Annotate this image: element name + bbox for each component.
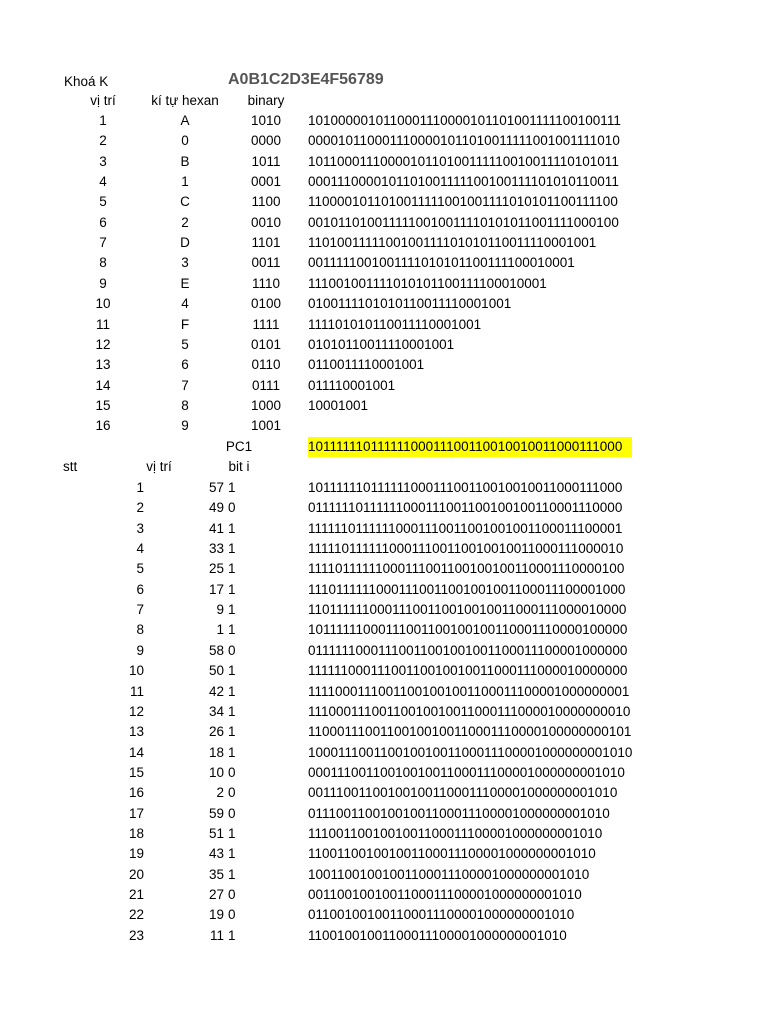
pc1-row-position: 10 [208,764,224,780]
key-row-binary: 1011 [251,153,281,169]
key-row-shifted-binary: 1011000111000010110100111110010011110101011 [308,153,619,169]
key-row-shifted-binary: 0110011110001001 [308,357,425,373]
key-row-hex-char: A [180,113,190,128]
key-row-binary: 1010 [250,113,282,128]
pc1-row-stt: 12 [128,703,144,719]
pc1-row-position: 34 [208,703,224,719]
pc1-row-position: 2 [216,785,224,801]
key-row-hex-char: 4 [181,296,189,312]
pc1-row-position: 27 [208,887,224,902]
pc1-row-value: 0001110011001001001100011100001000000001010 [308,764,625,780]
pc1-row-bit: 1 [228,866,236,882]
key-row-position: 15 [95,397,111,413]
column-header-stt: stt [63,459,78,474]
key-row-position: 5 [99,194,107,210]
key-row-shifted-binary: 011110001001 [308,377,396,393]
pc1-row-stt: 17 [128,805,144,821]
pc1-row-bit: 1 [228,622,236,638]
column-header-position: vị trí [90,93,116,108]
pc1-row-stt: 1 [136,480,144,495]
pc1-row-bit: 1 [228,846,236,862]
key-row-binary: 1001 [250,418,282,434]
pc1-row-bit: 1 [228,927,236,943]
pc1-row-bit: 0 [228,805,236,821]
pc1-row-value: 11111011111100011100110010010011000111000010 [308,541,624,557]
pc1-row-value: 11110111111000111001100100100110001110000100 [308,561,625,577]
key-row-binary: 0001 [250,174,282,190]
key-row-hex-char: E [180,275,190,291]
pc1-row-value: 01111110111111000111001100100100110001110000 [308,500,623,516]
pc1-row-bit: 1 [228,663,236,679]
pc1-row-position: 57 [208,480,224,495]
key-row-position: 7 [99,235,107,251]
key-row-hex-char: 7 [181,377,189,393]
pc1-row-stt: 15 [128,764,144,780]
pc1-label: PC1 [225,439,253,454]
key-value: A0B1C2D3E4F56789 [228,71,384,88]
pc1-row-position: 49 [208,500,224,516]
pc1-row-position: 17 [208,581,224,597]
key-row-position: 4 [99,174,107,190]
pc1-row-stt: 3 [136,520,144,536]
pc1-row-value: 011001001001100011100001000000001010 [308,907,575,923]
key-row-shifted-binary: 0100111101010110011110001001 [308,296,512,312]
pc1-row-position: 41 [208,520,224,536]
pc1-row-stt: 9 [136,642,144,658]
key-row-binary: 1111 [252,316,280,332]
pc1-row-bit: 1 [228,703,236,719]
key-row-shifted-binary: 0011111001001111010101100111100010001 [308,255,575,271]
key-row-hex-char: B [180,153,190,169]
key-row-shifted-binary: 1100001011010011111001001111010101100111100 [308,194,618,210]
key-row-binary: 0100 [250,296,282,312]
pc1-value: 10111111011111100011100110010010011000111000 [308,437,632,457]
key-row-position: 9 [99,275,107,291]
pc1-row-position: 26 [208,724,224,740]
key-row-position: 8 [99,255,107,271]
pc1-row-bit: 1 [228,581,236,597]
key-row-position: 10 [95,296,111,312]
pc1-row-position: 25 [208,561,224,577]
key-row-binary: 0000 [250,133,282,149]
pc1-row-stt: 19 [128,846,144,862]
key-row-binary: 1100 [251,194,281,210]
pc1-row-value: 1110011001001001100011100001000000001010 [308,825,603,841]
pc1-row-value: 01110011001001001100011100001000000001010 [308,805,610,821]
pc1-row-value: 01111110001110011001001001100011100001000000 [308,642,628,658]
key-row-shifted-binary: 111101010110011110001001 [308,316,482,332]
pc1-row-bit: 1 [228,683,236,699]
pc1-row-value: 11011111100011100110010010011000111000010000 [308,602,627,618]
pc1-row-stt: 7 [136,602,144,618]
pc1-row-value: 110011001001001100011100001000000001010 [308,846,596,862]
key-row-hex-char: 1 [181,174,189,190]
key-row-hex-char: 2 [181,214,189,230]
pc1-row-position: 1 [216,622,224,638]
key-row-shifted-binary: 0010110100111110010011110101011001111000100 [308,214,619,230]
pc1-row-stt: 5 [136,561,144,577]
pc1-row-position: 51 [208,825,224,841]
pc1-row-bit: 1 [228,480,236,495]
key-row-shifted-binary: 111001001111010101100111100010001 [308,275,547,291]
column-header-bit: bit i [228,459,250,474]
pc1-row-stt: 23 [128,927,144,943]
pc1-row-bit: 0 [228,642,236,658]
pc1-row-stt: 22 [128,907,144,923]
key-row-shifted-binary: 0001110000101101001111100100111101010110011 [308,174,619,190]
pc1-row-bit: 0 [228,785,236,801]
key-row-shifted-binary: 01010110011110001001 [308,336,455,352]
pc1-row-position: 35 [208,866,224,882]
pc1-row-value: 10111111000111001100100100110001110000100000 [308,622,628,638]
pc1-row-value: 11001001001100011100001000000001010 [308,927,567,943]
pc1-row-position: 43 [208,846,224,862]
pc1-row-stt: 20 [128,866,144,882]
pc1-row-bit: 1 [228,561,236,577]
pc1-row-bit: 1 [228,602,236,618]
pc1-row-bit: 1 [228,520,236,536]
key-row-hex-char: F [180,316,190,332]
key-row-shifted-binary: 0000101100011100001011010011111001001111010 [308,133,620,149]
pc1-row-stt: 14 [128,744,144,760]
pc1-row-bit: 1 [228,724,236,740]
key-row-binary: 0101 [250,336,282,352]
column-header-binary: binary [247,93,285,108]
pc1-row-stt: 6 [136,581,144,597]
pc1-row-value: 10111111011111100011100110010010011000111000 [308,480,623,495]
pc1-row-bit: 1 [228,825,236,841]
key-row-hex-char: 9 [181,418,189,434]
pc1-row-position: 59 [208,805,224,821]
pc1-row-value: 11110001110011001001001100011100001000000001 [308,683,630,699]
pc1-row-value: 11111100011100110010010011000111000010000000 [308,663,628,679]
column-header-hex: kí tự hexan [151,93,219,108]
key-row-hex-char: 5 [181,336,189,352]
pc1-row-bit: 1 [228,744,236,760]
pc1-row-position: 33 [208,541,224,557]
key-row-position: 1 [99,113,107,128]
key-row-position: 13 [95,357,111,373]
pc1-row-stt: 16 [128,785,144,801]
pc1-row-position: 58 [208,642,224,658]
pc1-row-bit: 0 [228,887,236,902]
pc1-row-stt: 4 [136,541,144,557]
key-row-binary: 0110 [251,357,281,373]
key-row-binary: 0010 [250,214,282,230]
key-row-shifted-binary: 1010000010110001110000101101001111100100111 [308,113,621,128]
key-row-shifted-binary: 10001001 [308,397,369,413]
pc1-row-stt: 2 [136,500,144,516]
pc1-row-stt: 8 [136,622,144,638]
pc1-row-position: 19 [208,907,224,923]
pc1-row-value: 11000111001100100100110001110000100000000101 [308,724,632,740]
key-row-shifted-binary: 1101001111100100111101010110011110001001 [308,235,597,251]
pc1-row-bit: 0 [228,500,236,516]
key-row-position: 12 [95,336,111,352]
pc1-row-bit: 1 [228,541,236,557]
pc1-row-position: 50 [208,663,224,679]
key-row-position: 11 [95,316,110,332]
key-row-hex-char: 3 [181,255,189,271]
key-row-binary: 1000 [250,397,282,413]
key-row-binary: 0111 [251,377,281,393]
pc1-row-bit: 0 [228,907,236,923]
key-row-position: 2 [99,133,107,149]
key-row-binary: 1101 [251,235,281,251]
key-row-hex-char: 0 [181,133,189,149]
column-header-pc1-position: vị trí [146,459,172,474]
key-row-binary: 0011 [251,255,281,271]
pc1-row-bit: 0 [228,764,236,780]
key-row-hex-char: 8 [181,397,189,413]
pc1-row-value: 11100011100110010010011000111000010000000010 [308,703,631,719]
pc1-row-position: 11 [209,927,224,943]
key-row-position: 6 [99,214,107,230]
pc1-row-stt: 10 [128,663,144,679]
pc1-row-position: 9 [216,602,224,618]
pc1-row-value: 11101111110001110011001001001100011100001000 [308,581,626,597]
pc1-row-position: 42 [208,683,224,699]
pc1-row-stt: 13 [128,724,144,740]
pc1-row-stt: 21 [128,887,144,902]
key-row-hex-char: 6 [181,357,189,373]
key-row-binary: 1110 [251,275,281,291]
pc1-row-value: 11111101111110001110011001001001100011100001 [308,520,623,536]
key-label: Khoá K [64,74,109,89]
key-row-hex-char: C [180,194,190,210]
pc1-row-value: 10011001001001100011100001000000001010 [308,866,590,882]
pc1-row-value: 001110011001001001100011100001000000001010 [308,785,618,801]
key-row-position: 3 [99,153,107,169]
pc1-row-position: 18 [208,744,224,760]
pc1-row-stt: 18 [128,825,144,841]
pc1-row-value: 0011001001001100011100001000000001010 [308,887,582,902]
key-row-shifted-binary [308,416,632,436]
pc1-row-stt: 11 [129,683,144,699]
key-row-hex-char: D [180,235,190,251]
key-row-position: 14 [95,377,111,393]
key-row-position: 16 [95,418,111,434]
pc1-row-value: 10001110011001001001100011100001000000001010 [308,744,632,760]
